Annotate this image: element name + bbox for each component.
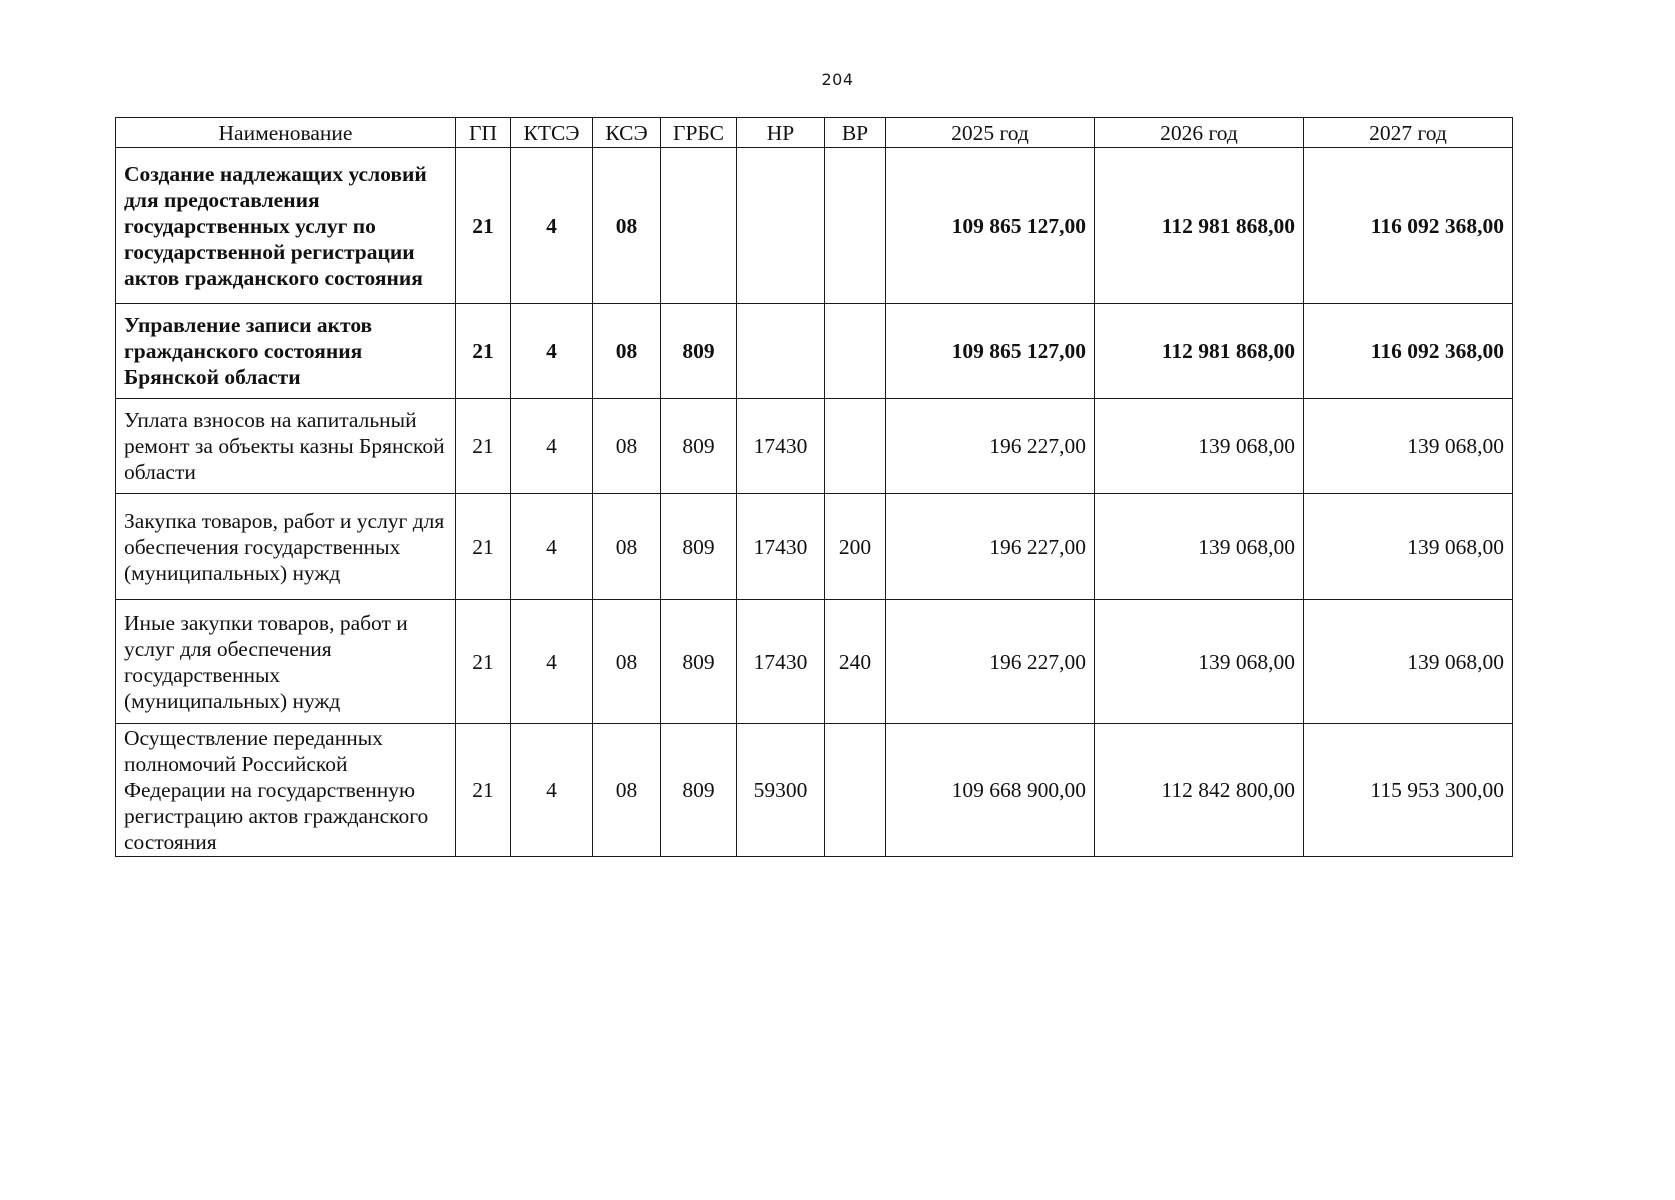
row-ktse: 4 (511, 399, 593, 494)
row-nr: 59300 (737, 724, 825, 857)
header-row (116, 118, 1513, 148)
header-name: Наименование (116, 118, 456, 148)
row-amount-2026: 112 981 868,00 (1095, 304, 1304, 399)
row-vr (825, 148, 886, 304)
row-vr (825, 724, 886, 857)
row-kse: 08 (593, 148, 661, 304)
header-2027: 2027 год (1304, 118, 1513, 148)
row-nr: 17430 (737, 600, 825, 724)
row-name: Управление записи актов гражданского состояния Брянской области (116, 304, 456, 399)
row-grbs: 809 (661, 600, 737, 724)
row-grbs: 809 (661, 399, 737, 494)
row-amount-2027: 116 092 368,00 (1304, 304, 1513, 399)
row-name: Иные закупки товаров, работ и услуг для обеспечения государственных (муниципальных) нужд (116, 600, 456, 724)
budget-table (115, 117, 1513, 857)
row-grbs: 809 (661, 304, 737, 399)
page-number: 204 (821, 70, 854, 89)
row-name: Создание надлежащих условий для предоставления государственных услуг по государственной регистрации актов гражданского состояния (116, 148, 456, 304)
table-row (116, 494, 1513, 600)
row-gp: 21 (456, 304, 511, 399)
row-ktse: 4 (511, 304, 593, 399)
row-ktse: 4 (511, 600, 593, 724)
row-name: Осуществление переданных полномочий Российской Федерации на государственную регистрацию актов гражданского состояния (116, 724, 456, 857)
row-kse: 08 (593, 600, 661, 724)
table-row (116, 600, 1513, 724)
row-amount-2025: 109 668 900,00 (886, 724, 1095, 857)
row-nr (737, 304, 825, 399)
row-amount-2027: 115 953 300,00 (1304, 724, 1513, 857)
header-ktse: КТСЭ (511, 118, 593, 148)
row-nr: 17430 (737, 494, 825, 600)
row-amount-2027: 139 068,00 (1304, 600, 1513, 724)
row-vr: 200 (825, 494, 886, 600)
row-gp: 21 (456, 399, 511, 494)
header-nr: НР (737, 118, 825, 148)
row-amount-2027: 116 092 368,00 (1304, 148, 1513, 304)
header-grbs: ГРБС (661, 118, 737, 148)
header-vr: ВР (825, 118, 886, 148)
row-gp: 21 (456, 494, 511, 600)
row-amount-2026: 112 842 800,00 (1095, 724, 1304, 857)
header-2025: 2025 год (886, 118, 1095, 148)
row-amount-2026: 112 981 868,00 (1095, 148, 1304, 304)
table-row (116, 399, 1513, 494)
header-2026: 2026 год (1095, 118, 1304, 148)
row-nr: 17430 (737, 399, 825, 494)
row-vr (825, 399, 886, 494)
row-amount-2025: 109 865 127,00 (886, 304, 1095, 399)
row-ktse: 4 (511, 148, 593, 304)
table-row (116, 724, 1513, 857)
row-name: Закупка товаров, работ и услуг для обеспечения государственных (муниципальных) нужд (116, 494, 456, 600)
header-gp: ГП (456, 118, 511, 148)
row-amount-2025: 196 227,00 (886, 399, 1095, 494)
row-amount-2026: 139 068,00 (1095, 399, 1304, 494)
row-ktse: 4 (511, 724, 593, 857)
header-kse: КСЭ (593, 118, 661, 148)
row-gp: 21 (456, 724, 511, 857)
row-name: Уплата взносов на капитальный ремонт за объекты казны Брянской области (116, 399, 456, 494)
row-grbs: 809 (661, 724, 737, 857)
row-kse: 08 (593, 494, 661, 600)
row-nr (737, 148, 825, 304)
row-gp: 21 (456, 600, 511, 724)
table-row (116, 148, 1513, 304)
row-vr: 240 (825, 600, 886, 724)
row-grbs: 809 (661, 494, 737, 600)
row-amount-2026: 139 068,00 (1095, 600, 1304, 724)
row-amount-2025: 196 227,00 (886, 600, 1095, 724)
row-kse: 08 (593, 304, 661, 399)
row-vr (825, 304, 886, 399)
row-amount-2025: 109 865 127,00 (886, 148, 1095, 304)
row-amount-2027: 139 068,00 (1304, 494, 1513, 600)
row-gp: 21 (456, 148, 511, 304)
row-ktse: 4 (511, 494, 593, 600)
row-kse: 08 (593, 724, 661, 857)
row-amount-2026: 139 068,00 (1095, 494, 1304, 600)
row-amount-2027: 139 068,00 (1304, 399, 1513, 494)
row-kse: 08 (593, 399, 661, 494)
row-grbs (661, 148, 737, 304)
row-amount-2025: 196 227,00 (886, 494, 1095, 600)
table-row (116, 304, 1513, 399)
